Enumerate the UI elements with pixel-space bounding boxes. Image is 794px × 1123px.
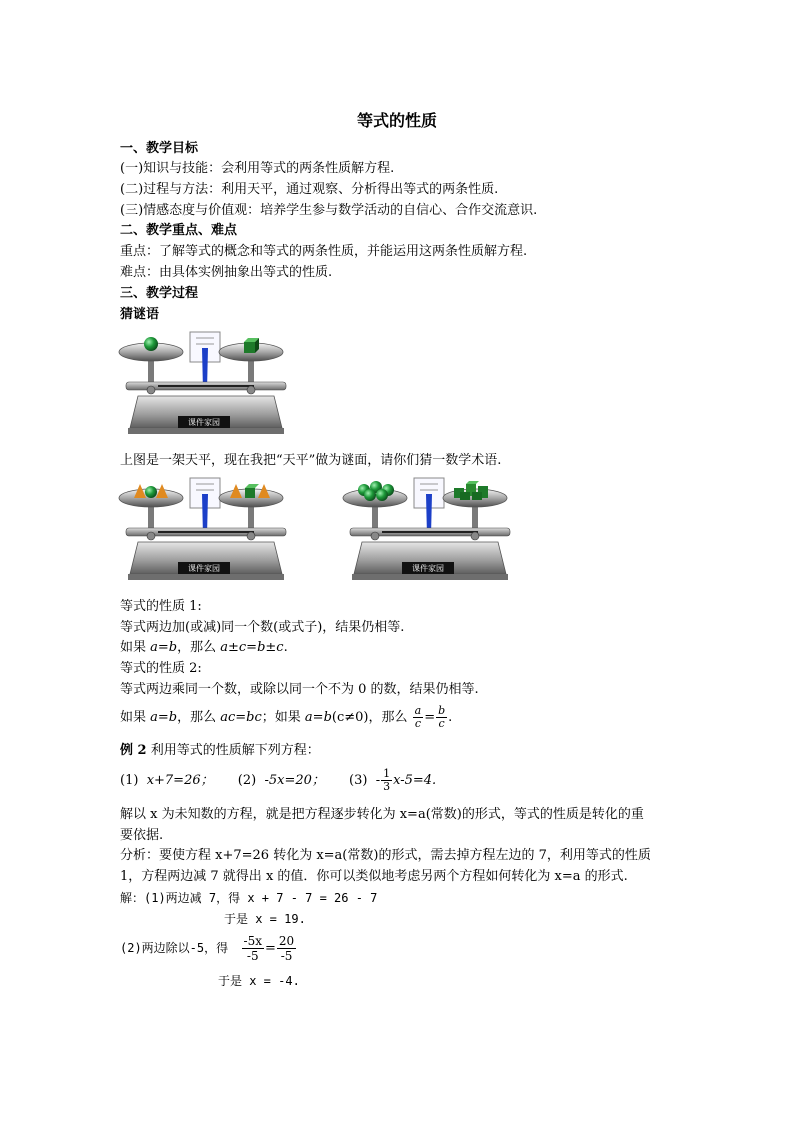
section-heading-goals: 一、教学目标 [120,141,199,156]
fraction-a-over-c: $\frac{a}{c}$ [414,704,422,730]
green-ball-icon [144,337,158,351]
solution-2-result: 于是 x = -4. [218,974,300,988]
document-title: 等式的性质 [356,111,437,130]
balance-scale-illustration-2 [118,476,294,594]
balance-scale-illustration-3 [342,476,518,594]
paragraph-1-line-1: 解以 x 为未知数的方程，就是把方程逐步转化为 x=a(常数)的形式，等式的性质是转化的重 [120,807,644,822]
solution-1-step: 解：(1)两边减 7，得 x + 7 - 7 = 26 - 7 [120,891,378,905]
paragraph-2-line-2: 1，方程两边减 7 就得出 x 的值．你可以类似地考虑另两个方程如何转化为 x=a 的形式. [120,869,628,884]
property-1-formula: 如果 a=b，那么 a±c=b±c. [120,640,288,655]
property-2-text: 等式两边乘同一个数，或除以同一个不为 0 的数，结果仍相等. [120,682,479,697]
scale-label-1: 课件家园 [188,418,220,427]
section-heading-process: 三、教学过程 [120,286,199,301]
property-2-title: 等式的性质 2: [120,661,202,676]
fraction-b-over-c: $\frac{b}{c}$ [438,704,446,730]
scale-label-2: 课件家园 [188,564,220,573]
green-ball-icon [145,486,157,498]
example-problems: (1) x+7=26； (2) -5x=20； (3) - $\frac{1}{3}$ x-5=4. [120,767,437,793]
scale-label-3: 课件家园 [412,564,444,573]
property-1-title: 等式的性质 1: [120,599,202,614]
balance-scale-illustration-1 [118,330,294,448]
fraction-20-over-neg5: $\frac{20}{-5}$ [278,934,295,963]
fraction-one-third: $\frac{1}{3}$ [383,767,391,793]
goal-item-attitude: (三)情感态度与价值观：培养学生参与数学活动的自信心、合作交流意识. [120,203,538,218]
solution-1-result: 于是 x = 19. [224,912,306,926]
property-2-formula: 如果 a=b，那么 ac=bc；如果 a=b(c≠0)，那么 $\frac{a}{c}$ = $\frac{b}{c}$ . [120,704,453,730]
fraction-neg5x-over-neg5: $\frac{-5x}{-5}$ [243,934,262,963]
riddle-text: 上图是一架天平，现在我把“天平”做为谜面，请你们猜一数学术语. [120,453,502,468]
focus-item-key: 重点：了解等式的概念和等式的两条性质，并能运用这两条性质解方程. [120,244,528,259]
riddle-heading: 猜谜语 [120,307,160,322]
paragraph-1-line-2: 要依据. [120,828,164,843]
goal-item-process: (二)过程与方法：利用天平，通过观察、分析得出等式的两条性质. [120,182,499,197]
focus-item-difficulty: 难点：由具体实例抽象出等式的性质. [120,265,333,280]
goal-item-knowledge: (一)知识与技能：会利用等式的两条性质解方程. [120,161,395,176]
example-heading: 例 2 利用等式的性质解下列方程： [120,743,320,758]
section-heading-focus: 二、教学重点、难点 [120,223,238,238]
solution-2-step: (2)两边除以-5，得 $\frac{-5x}{-5}$ = $\frac{20}{-5}$ [120,934,295,963]
paragraph-2-line-1: 分析：要使方程 x+7=26 转化为 x=a(常数)的形式，需去掉方程左边的 7，利用等式的性质 [120,848,651,863]
property-1-text: 等式两边加(或减)同一个数(或式子)，结果仍相等. [120,620,405,635]
green-cube-icon [244,338,259,353]
